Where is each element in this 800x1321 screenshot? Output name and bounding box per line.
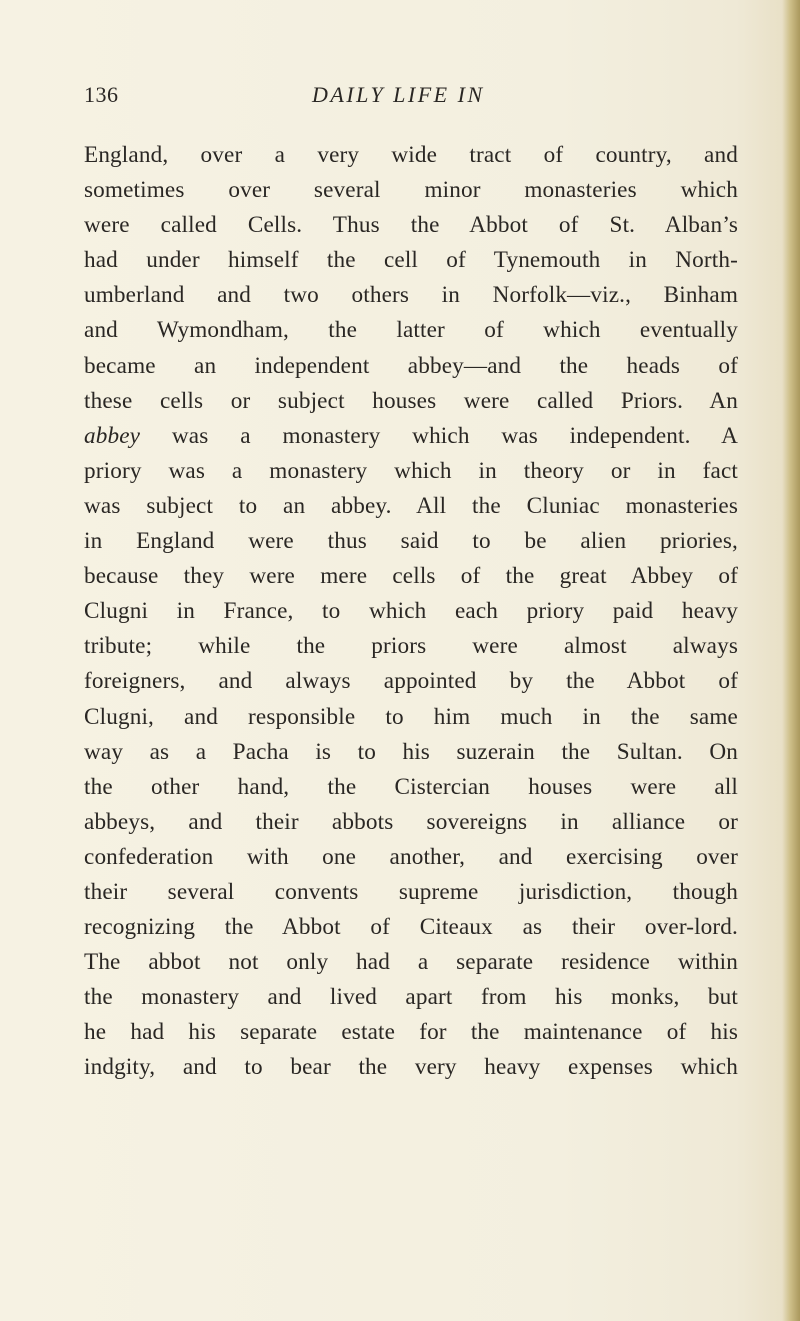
text-line: umberland and two others in Norfolk—viz., Binham	[84, 282, 738, 309]
running-head: DAILY LIFE IN	[312, 82, 485, 107]
page-header	[84, 82, 740, 114]
text-line: and Wymondham, the latter of which eventually	[84, 317, 738, 344]
text-line: priory was a monastery which in theory or in fact	[84, 457, 738, 484]
page-edge	[782, 0, 800, 1321]
text-line-rest: was a monastery which was independent. A	[140, 422, 738, 449]
body-text	[84, 138, 738, 1086]
text-line: the monastery and lived apart from his monks, but	[84, 984, 738, 1011]
text-line: Clugni, and responsible to him much in the same	[84, 703, 738, 730]
text-line: in England were thus said to be alien priories,	[84, 528, 738, 555]
text-line: became an independent abbey—and the heads of	[84, 352, 738, 379]
text-line: these cells or subject houses were called Priors. An	[84, 387, 738, 414]
italic-word: abbey	[84, 422, 141, 449]
page-number: 136	[84, 82, 119, 107]
text-line: the other hand, the Cistercian houses were all	[84, 773, 738, 800]
text-line: The abbot not only had a separate residence within	[84, 949, 738, 976]
text-line: were called Cells. Thus the Abbot of St. Alban’s	[84, 212, 738, 239]
text-line: sometimes over several minor monasteries which	[84, 177, 738, 204]
text-line: because they were mere cells of the great Abbey of	[84, 563, 738, 590]
text-line: tribute; while the priors were almost always	[84, 633, 738, 660]
text-line: Clugni in France, to which each priory paid heavy	[84, 598, 738, 625]
text-line: was subject to an abbey. All the Cluniac monasteries	[84, 492, 738, 519]
text-line: recognizing the Abbot of Citeaux as their over-lord.	[84, 914, 738, 941]
text-line: their several convents supreme jurisdiction, though	[84, 878, 738, 905]
text-line	[84, 419, 738, 454]
text-line: way as a Pacha is to his suzerain the Sultan. On	[84, 738, 738, 765]
text-line: foreigners, and always appointed by the Abbot of	[84, 668, 738, 695]
text-line: indgity, and to bear the very heavy expenses which	[84, 1054, 738, 1081]
text-line: England, over a very wide tract of country, and	[84, 142, 738, 168]
text-line: confederation with one another, and exercising over	[84, 843, 738, 870]
text-line: he had his separate estate for the maintenance of his	[84, 1019, 738, 1046]
text-line: had under himself the cell of Tynemouth in North-	[84, 247, 738, 274]
text-line: abbeys, and their abbots sovereigns in alliance or	[84, 808, 738, 835]
